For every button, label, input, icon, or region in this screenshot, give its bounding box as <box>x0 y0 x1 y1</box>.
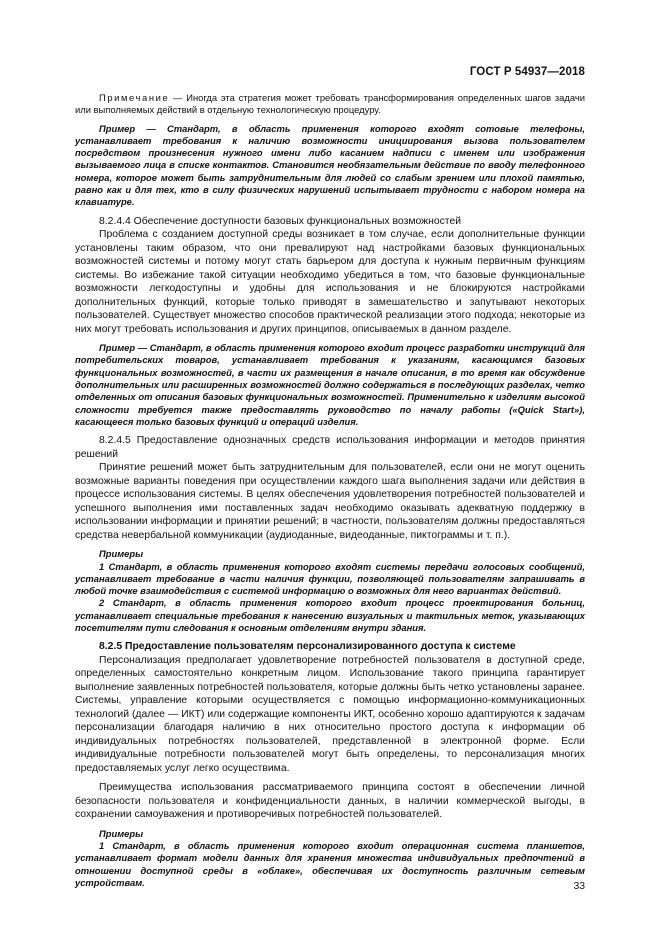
body-paragraph: Проблема с созданием доступной среды возникает в том случае, если дополнительные функции установлены таким образом, что они превалируют над настройками базовых функциональных возможностей системы и потому могут стать барьером для доступа к нужным первичным функциям системы. Во избежание такой ситуации необходимо убедиться в том, что базовые функциональные возможности легкодоступны и удобны для использования и не блокируются настройками дополнительных функций, которые только приводят в замешательство и запутывают некоторых пользователей. Существует множество способов практической реализации этого подхода; некоторые из них могут требовать использования и других принципов, описываемых в данном разделе. <box>75 229 585 335</box>
page-content <box>75 92 585 889</box>
examples-title: Примеры <box>99 548 144 560</box>
section-heading-8-2-4-5: 8.2.4.5 Предоставление однозначных средств использования информации и методов принятия решений <box>75 435 585 460</box>
section-heading-8-2-4-4: 8.2.4.4 Обеспечение доступности базовых функциональных возможностей <box>99 215 462 227</box>
example-item: 2 Стандарт, в область применения которого входит процесс проектирования больниц, устанавливает специальные требования к нанесению визуальных и тактильных меток, указывающих посетителям пути следования к основным отделениям внутри здания. <box>75 597 585 634</box>
page-number: 33 <box>573 881 585 892</box>
example-paragraph: Пример — Стандарт, в область применения которого входят сотовые телефоны, устанавливает требования к наличию возможности инициирования вызова пользователем посредством произнесения нужного имени либо касанием надписи с именем или изображения вызываемого лица в списке контактов. Становится необязательным действие по вводу телефонного номера, которое может быть затруднительным для людей со слабым зрением или плохой памятью, равно как и для тех, кто в силу физических нарушений испытывает трудности с набором номера на клавиатуре. <box>75 122 585 208</box>
note-paragraph <box>75 92 585 117</box>
body-paragraph: Персонализация предполагает удовлетворение потребностей пользователя в доступной среде, определенных самостоятельно конкретным лицом. Использование такого принципа гарантирует выполнение заявленных потребностей пользователя, которые должны быть четко установлены заранее. Системы, управление которыми осуществляется с помощью информационно-коммуникационных технологий (далее — ИКТ) или содержащие компоненты ИКТ, особенно хорошо адаптируются к задачам персонализации благодаря наличию в них относительно простого доступа к информации об индивидуальных потребностях пользователей, представленной в электронной форме. Если индивидуальные потребности пользователей могут быть определены, то персонализация многих предоставляемых услуг легко осуществима. <box>75 654 585 774</box>
standard-designation: ГОСТ Р 54937—2018 <box>469 66 585 78</box>
example-item: 1 Стандарт, в область применения которого входит операционная система планшетов, устанавливает формат модели данных для хранения множества индивидуальных предпочтений в отношении доступной среды в «облаке», обеспечивая их доступность различным сетевым устройствам. <box>75 840 585 889</box>
examples-title: Примеры <box>99 827 144 839</box>
body-paragraph: Принятие решений может быть затруднительным для пользователей, если они не могут оценить возможные варианты поведения при осуществлении каждого шага выполнения задачи или действия в процессе использования системы. В целях обеспечения удовлетворения потребностей пользователей и успешного выполнения ими поставленных задач необходимо оказывать адекватную поддержку в использовании информации и принятии решений; в частности, пользователям должны предоставляться средства невербальной коммуникации (аудиоданные, видеоданные, пиктограммы и т. п.). <box>75 462 585 541</box>
note-text: — Иногда эта стратегия может требовать трансформирования определенных шагов задачи или выполняемых действий в отдельную технологическую процедуру. <box>75 92 585 116</box>
body-paragraph: Преимущества использования рассматриваемого принципа состоят в обеспечении личной безопасности пользователя и конфиденциальности данных, в наличии коммерческой выгоды, в сохранении самоуважения и противоречивых потребностей пользователей. <box>75 782 585 821</box>
note-label: Примечание <box>99 92 170 103</box>
example-paragraph: Пример — Стандарт, в область применения которого входит процесс разработки инструкций для потребительских товаров, устанавливает требования к указаниям, касающимся базовых функциональных возможностей, в части их размещения в начале описания, в то время как обсуждение дополнительных или расширенных возможностей должно содержаться в последующих разделах, четко отделенных от описания базовых функциональных возможностей. Применительно к изделиям высокой сложности требуется также предоставлять руководство по началу работы («Quick Start»), касающееся только базовых функций и операций изделия. <box>75 342 585 427</box>
example-item: 1 Стандарт, в область применения которого входят системы передачи голосовых сообщений, устанавливает требование в части наличия функции, позволяющей пользователям запрашивать в любой точке взаимодействия с системой информацию о возможных для него вариантах действий. <box>75 560 585 597</box>
section-heading-8-2-5: 8.2.5 Предоставление пользователям персонализированного доступа к системе <box>99 641 516 653</box>
